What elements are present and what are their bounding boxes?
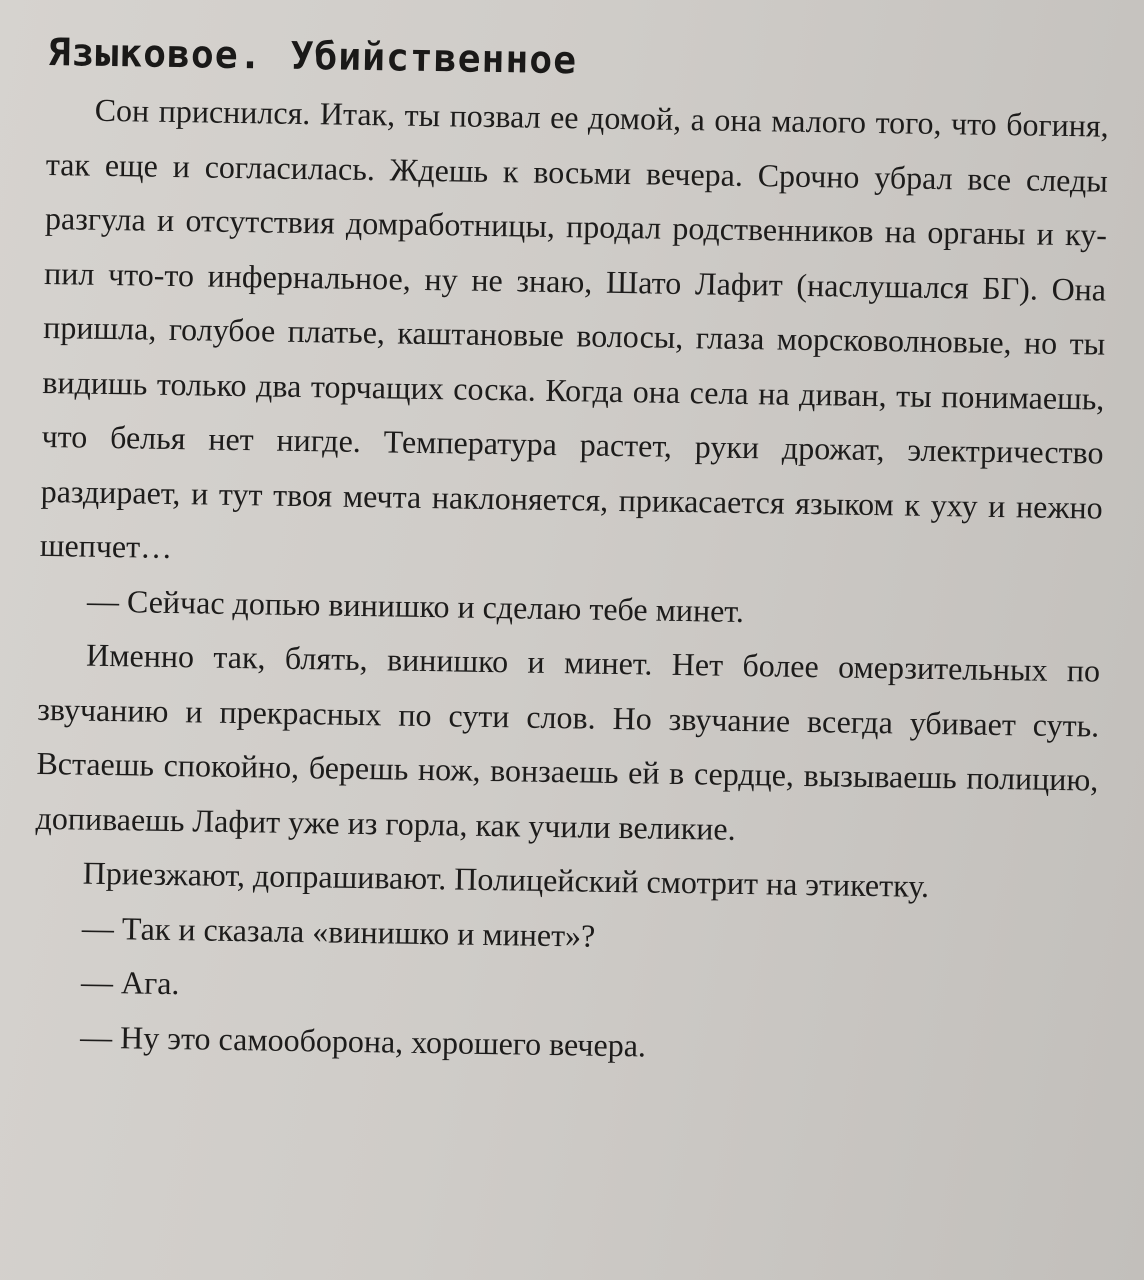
dialogue-line-1: — Сейчас допью винишко и сделаю тебе минет. xyxy=(86,582,745,629)
paragraph-3: Приезжают, допрашивают. Полицейский смотрит на этикетку. xyxy=(82,854,930,904)
paragraph-1: Сон приснился. Итак, ты позвал ее домой, а она малого того, что богиня, так еще и согласилась. Ждешь к восьми вечера. Срочно убрал все следы разгула и отсутствия домработницы, продал родственников на органы и купил что-то инфернальное, ну не знаю, Шато Лафит (наслушался БГ). Она пришла, голубое платье, каштановые волосы, глаза морсковолновые, но ты видишь только два торчащих соска. Когда она села на диван, ты понимаешь, что белья нет нигде. Температура растет, руки дрожат, электричество раздирает, и тут твоя мечта наклоняется, прикасается языком к уху и нежно шепчет… xyxy=(39,91,1109,566)
chapter-title-part1: Языковое. xyxy=(47,30,263,78)
dialogue-line-3: — Ага. xyxy=(80,963,180,1002)
page-content xyxy=(32,30,1110,1080)
chapter-title-part2: Убийственное xyxy=(290,33,578,83)
dialogue-line-2: — Так и сказала «винишко и минет»? xyxy=(81,909,596,954)
dialogue-line-4: — Ну это самооборона, хорошего вечера. xyxy=(79,1018,647,1064)
paragraph-2: Именно так, блять, винишко и минет. Нет более омерзительных по звучанию и прекрасных по сути слов. Но звучание всегда убивает суть. Встаешь спокойно, берешь нож, вонзаешь ей в сердце, вызываешь полицию, допиваешь Лафит уже из горла, как учили великие. xyxy=(35,636,1101,847)
